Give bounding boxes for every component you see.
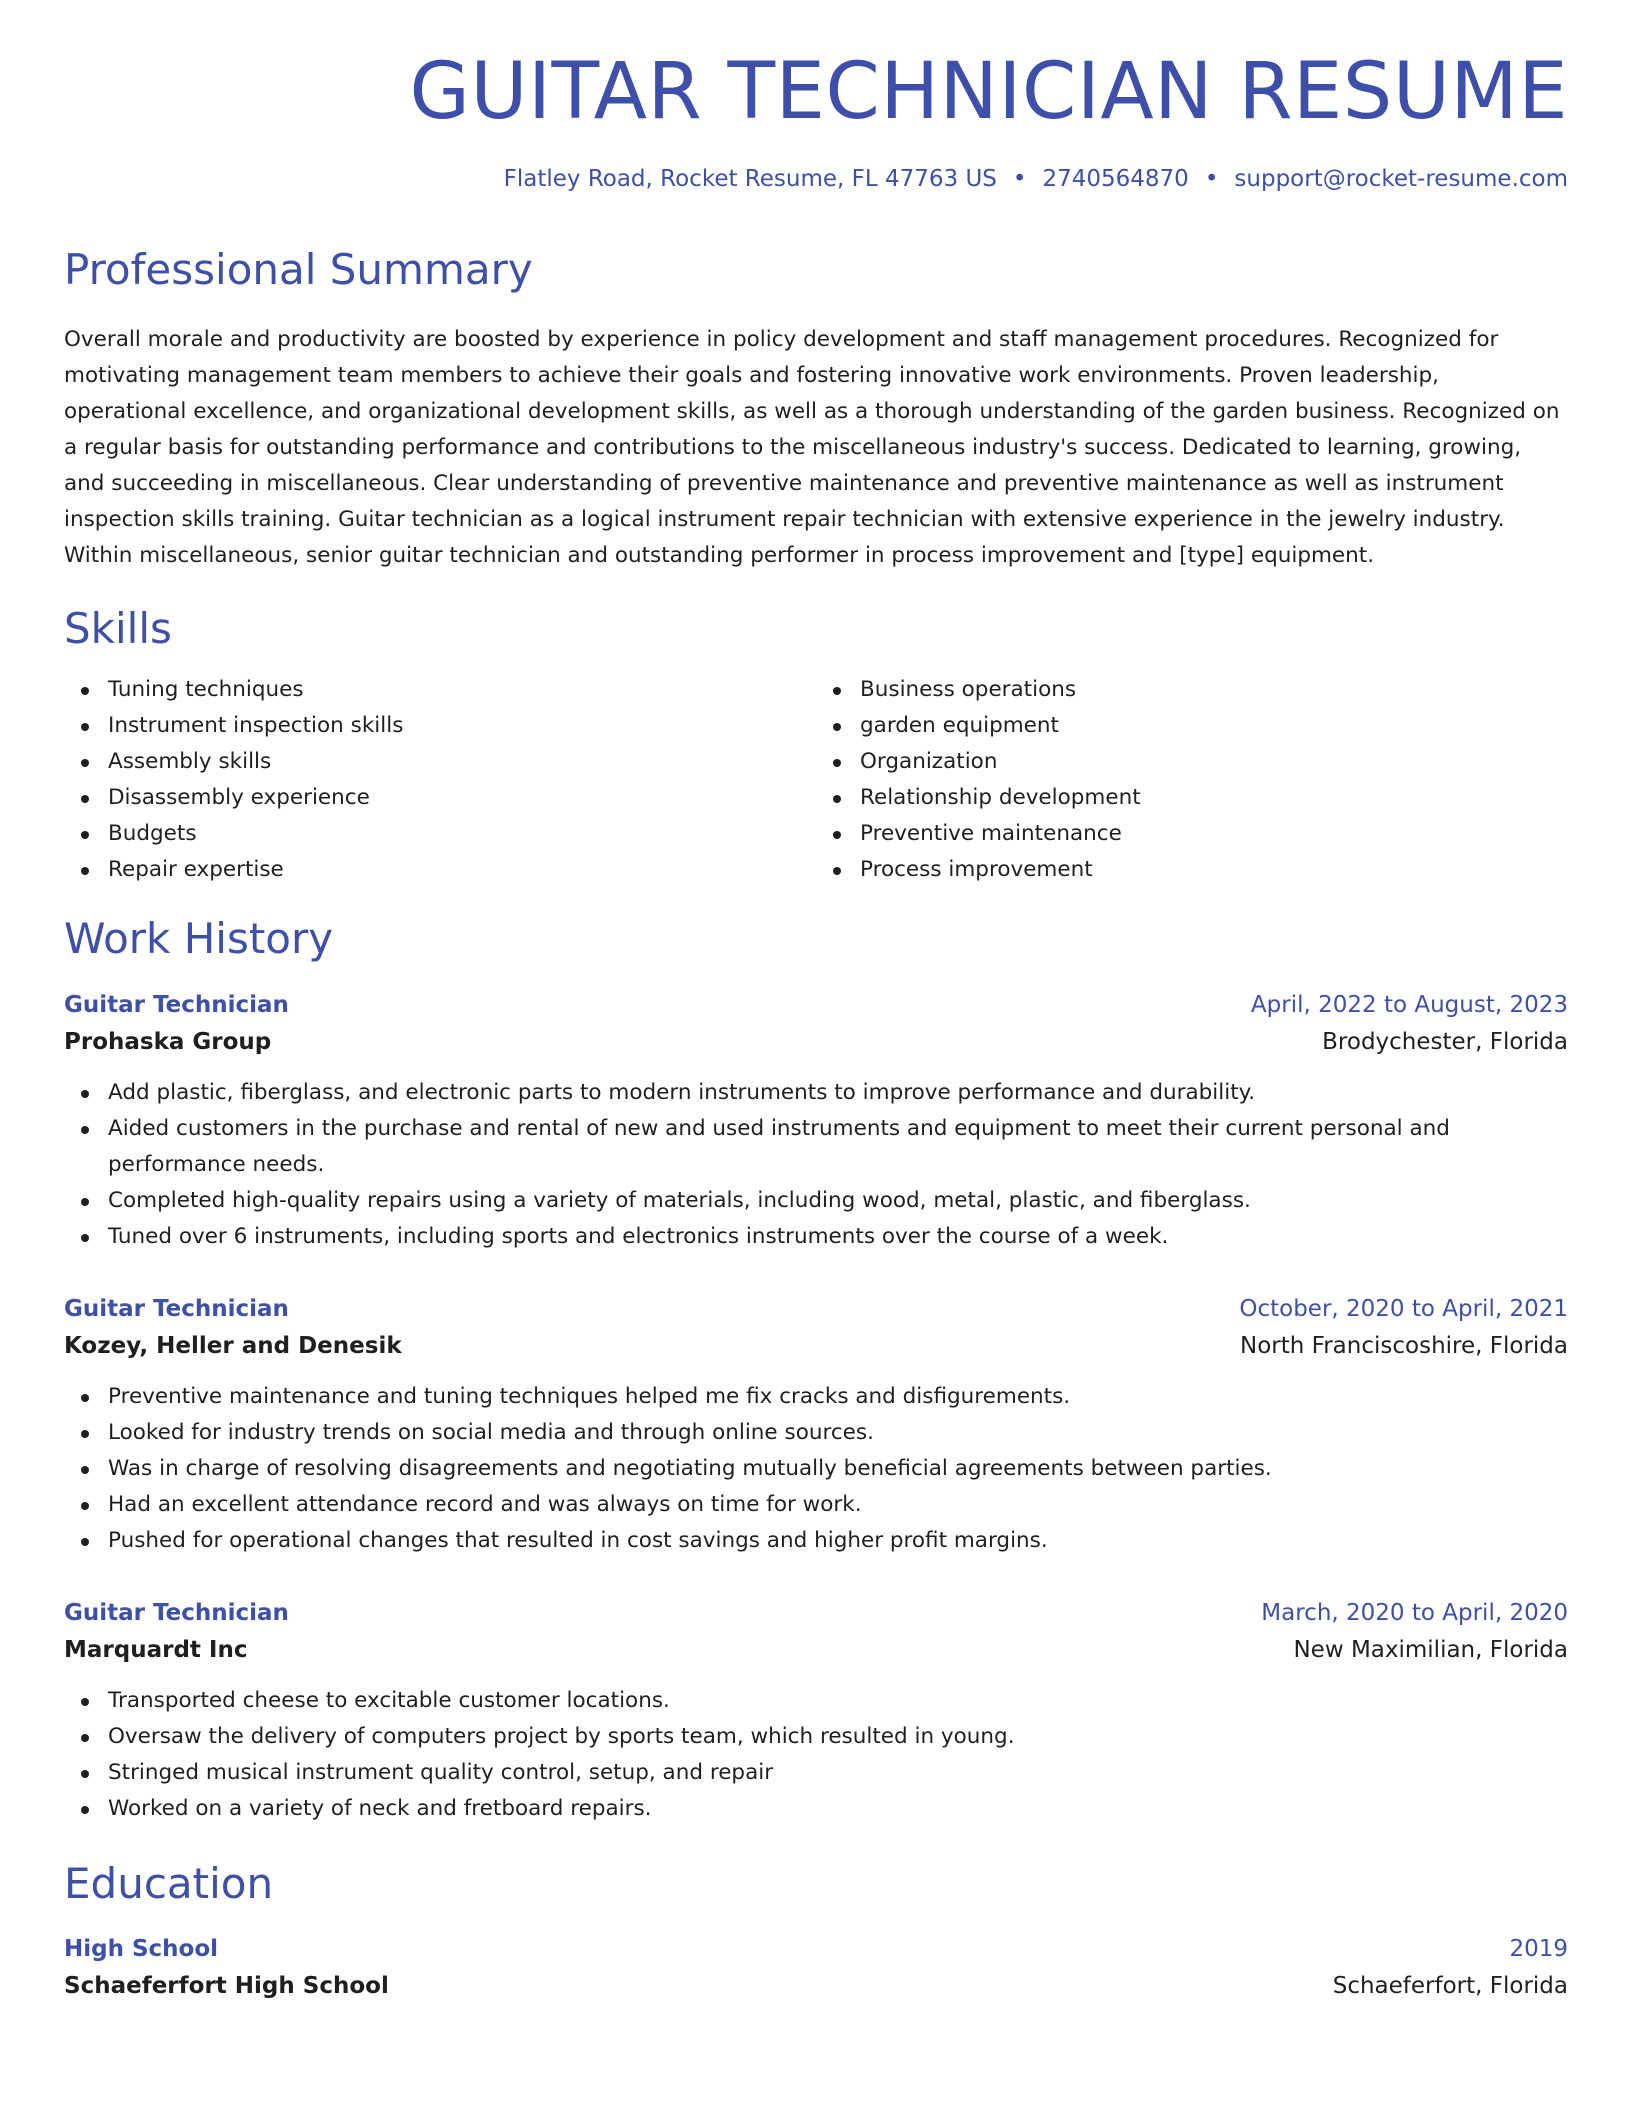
skills-left-column — [64, 672, 816, 888]
job-bullet: Completed high-quality repairs using a variety of materials, including wood, metal, plastic, and fiberglass. — [64, 1183, 1568, 1219]
section-title-work-history: Work History — [64, 914, 334, 964]
job-company: Marquardt Inc — [64, 1636, 248, 1663]
section-title-education: Education — [64, 1858, 274, 1908]
job-entry — [64, 1291, 1568, 1559]
skill-item: Relationship development — [816, 780, 1568, 816]
separator-dot: • — [1012, 165, 1027, 192]
job-dates: March, 2020 to April, 2020 — [1261, 1599, 1568, 1626]
job-bullets — [64, 1683, 1568, 1827]
skill-item: garden equipment — [816, 708, 1568, 744]
contact-email[interactable]: support@rocket-resume.com — [1234, 165, 1568, 192]
job-entry — [64, 987, 1568, 1255]
job-bullets — [64, 1075, 1568, 1255]
contact-phone: 2740564870 — [1042, 165, 1189, 192]
skills-columns — [64, 672, 1568, 888]
job-company: Kozey, Heller and Denesik — [64, 1332, 402, 1359]
skill-item: Organization — [816, 744, 1568, 780]
skills-section — [64, 604, 1568, 888]
skill-item: Budgets — [64, 816, 816, 852]
job-location: Brodychester, Florida — [1322, 1028, 1568, 1055]
education-location: Schaeferfort, Florida — [1332, 1972, 1568, 1999]
job-bullets — [64, 1379, 1568, 1559]
skill-item: Disassembly experience — [64, 780, 816, 816]
skill-item: Repair expertise — [64, 852, 816, 888]
contact-address: Flatley Road, Rocket Resume, FL 47763 US — [503, 165, 997, 192]
education-school: Schaeferfort High School — [64, 1972, 389, 1999]
skill-item: Process improvement — [816, 852, 1568, 888]
job-bullet: Worked on a variety of neck and fretboard repairs. — [64, 1791, 1568, 1827]
summary-section — [64, 245, 1568, 573]
job-bullet: Was in charge of resolving disagreements and negotiating mutually beneficial agreements between parties. — [64, 1451, 1568, 1487]
summary-text: Overall morale and productivity are boosted by experience in policy development and staff management procedures. Recognized for motivating management team members to achieve their goals and fostering innovative work environments. Proven leadership, operational excellence, and organizational development skills, as well as a thorough understanding of the garden business. Recognized on a regular basis for outstanding performance and contributions to the miscellaneous industry's success. Dedicated to learning, growing, and succeeding in miscellaneous. Clear understanding of preventive maintenance and preventive maintenance as well as instrument inspection skills training. Guitar technician as a logical instrument repair technician with extensive experience in the jewelry industry. Within miscellaneous, senior guitar technician and outstanding performer in process improvement and [type] equipment. — [64, 326, 1560, 568]
job-bullet: Tuned over 6 instruments, including sports and electronics instruments over the course of a week. — [64, 1219, 1568, 1255]
education-entry — [64, 1931, 1568, 2005]
skill-item: Assembly skills — [64, 744, 816, 780]
job-bullet: Aided customers in the purchase and rental of new and used instruments and equipment to meet their current personal and performance needs. — [64, 1111, 1568, 1183]
job-bullet: Add plastic, fiberglass, and electronic parts to modern instruments to improve performance and durability. — [64, 1075, 1568, 1111]
job-dates: April, 2022 to August, 2023 — [1250, 991, 1568, 1018]
job-dates: October, 2020 to April, 2021 — [1239, 1295, 1568, 1322]
skill-item: Business operations — [816, 672, 1568, 708]
work-history-section — [64, 914, 1568, 1826]
job-role: Guitar Technician — [64, 991, 289, 1018]
skills-right-column — [816, 672, 1568, 888]
resume-title: GUITAR TECHNICIAN RESUME — [409, 47, 1568, 137]
skill-item: Tuning techniques — [64, 672, 816, 708]
job-bullet: Transported cheese to excitable customer locations. — [64, 1683, 1568, 1719]
job-bullet: Looked for industry trends on social media and through online sources. — [64, 1415, 1568, 1451]
job-bullet: Oversaw the delivery of computers project by sports team, which resulted in young. — [64, 1719, 1568, 1755]
section-title-skills: Skills — [64, 603, 172, 653]
resume-header — [64, 0, 1568, 193]
job-location: North Franciscoshire, Florida — [1240, 1332, 1568, 1359]
education-degree: High School — [64, 1935, 219, 1962]
education-section — [64, 1859, 1568, 2005]
job-role: Guitar Technician — [64, 1599, 289, 1626]
job-location: New Maximilian, Florida — [1293, 1636, 1568, 1663]
job-bullet: Pushed for operational changes that resulted in cost savings and higher profit margins. — [64, 1523, 1568, 1559]
skill-item: Instrument inspection skills — [64, 708, 816, 744]
education-year: 2019 — [1509, 1935, 1568, 1962]
separator-dot: • — [1204, 165, 1219, 192]
job-entry — [64, 1595, 1568, 1827]
job-role: Guitar Technician — [64, 1295, 289, 1322]
job-bullet: Preventive maintenance and tuning techniques helped me fix cracks and disfigurements. — [64, 1379, 1568, 1415]
job-bullet: Stringed musical instrument quality control, setup, and repair — [64, 1755, 1568, 1791]
job-company: Prohaska Group — [64, 1028, 272, 1055]
contact-line — [64, 166, 1568, 194]
section-title-summary: Professional Summary — [64, 245, 533, 295]
skill-item: Preventive maintenance — [816, 816, 1568, 852]
job-bullet: Had an excellent attendance record and was always on time for work. — [64, 1487, 1568, 1523]
